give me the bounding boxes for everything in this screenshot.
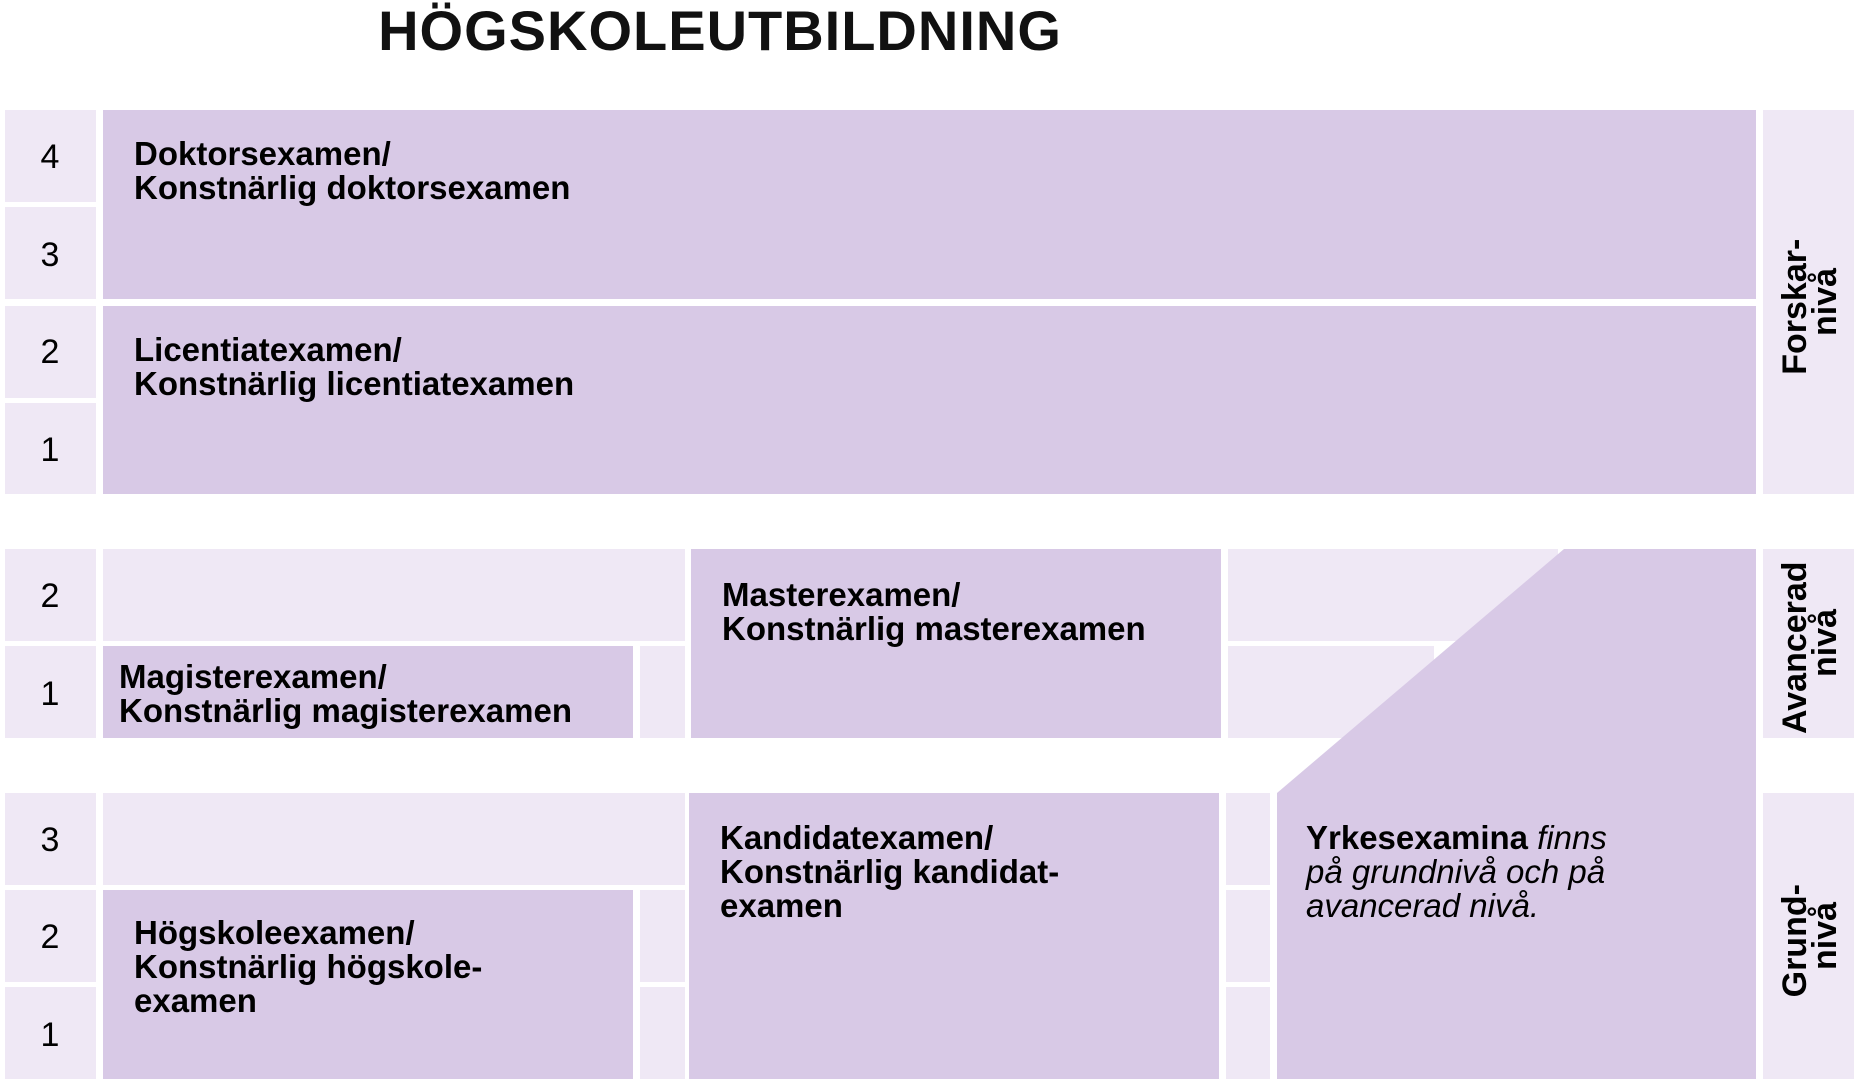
empty-cell — [1226, 793, 1270, 885]
yrkesexamina-label: Yrkesexamina finns på grundnivå och på avancerad nivå. — [1306, 819, 1607, 924]
masterexamen-label: Masterexamen/ Konstnärlig masterexamen — [722, 576, 1146, 647]
empty-cell — [103, 549, 685, 641]
year-number: 2 — [40, 918, 60, 956]
year-number: 3 — [40, 821, 60, 859]
empty-cell — [1226, 890, 1270, 982]
year-number: 1 — [40, 431, 60, 469]
doktorsexamen-label: Doktorsexamen/ Konstnärlig doktorsexamen — [134, 135, 571, 206]
year-number: 2 — [40, 577, 60, 615]
empty-cell — [640, 890, 685, 982]
level-label-forskarniva: Forskar- nivå — [1776, 238, 1844, 375]
year-number: 2 — [40, 333, 60, 371]
empty-cell — [640, 987, 685, 1079]
kandidatexamen-label: Kandidatexamen/ Konstnärlig kandidat- examen — [720, 819, 1060, 924]
level-label-avancerad-niva: Avancerad nivå — [1776, 561, 1844, 735]
empty-cell — [103, 793, 685, 885]
level-label-grundniva: Grund- nivå — [1776, 884, 1844, 998]
licentiatexamen-label: Licentiatexamen/ Konstnärlig licentiatexamen — [134, 331, 575, 402]
hogskoleexamen-label: Högskoleexamen/ Konstnärlig högskole- examen — [134, 914, 483, 1019]
year-number: 4 — [40, 138, 60, 176]
research-level — [5, 110, 1854, 494]
year-number: 1 — [40, 675, 60, 713]
year-number: 3 — [40, 236, 60, 274]
empty-cell — [640, 646, 685, 738]
page-title: HÖGSKOLEUTBILDNING — [378, 0, 1062, 62]
empty-cell — [1226, 987, 1270, 1079]
year-number: 1 — [40, 1016, 60, 1054]
magisterexamen-label: Magisterexamen/ Konstnärlig magisterexamen — [119, 658, 572, 729]
